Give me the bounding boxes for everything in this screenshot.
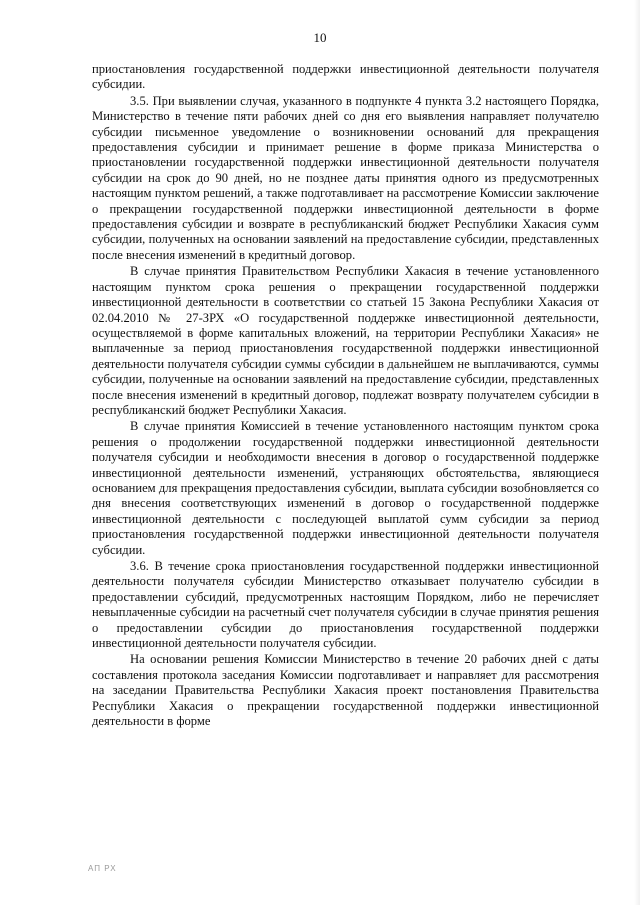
- scan-edge-shadow: [634, 0, 640, 905]
- paragraph-commission-basis: На основании решения Комиссии Министерство в течение 20 рабочих дней с даты составления протокола заседания Комиссии подготавливает и направляет для рассмотрения на заседании Правительства Республики Хакасия проект постановления Правительства Республики Хакасия о прекращении государственной поддержки инвестиционной деятельности в форме: [92, 652, 599, 729]
- paragraph-continuation: приостановления государственной поддержки инвестиционной деятельности получателя субсидии.: [92, 62, 599, 92]
- footer-stamp-mark: АП РХ: [88, 864, 117, 873]
- document-body: [92, 62, 599, 730]
- paragraph-3-5: 3.5. При выявлении случая, указанного в подпункте 4 пункта 3.2 настоящего Порядка, Министерство в течение пяти рабочих дней со дня его выявления направляет получателю субсидии письменное уведомление о возникновении оснований для прекращения предоставления субсидии и принимает решение в форме приказа Министерства о приостановлении государственной поддержки инвестиционной деятельности получателя субсидии на срок до 90 дней, но не позднее даты принятия одного из предусмотренных настоящим пунктом решений, а также подготавливает на рассмотрение Комиссии заключение о прекращении государственной поддержки инвестиционной деятельности в форме предоставления субсидии и возврате в республиканский бюджет Республики Хакасия сумм субсидии, полученных на основании заявлений на предоставление субсидии, представленных после внесения изменений в кредитный договор.: [92, 93, 599, 262]
- paragraph-commission-decision: В случае принятия Комиссией в течение установленного настоящим пунктом срока решения о продолжении государственной поддержки инвестиционной деятельности получателя субсидии и необходимости внесения в договор о государственной поддержке инвестиционной деятельности изменений, устраняющих обстоятельства, являющиеся основанием для прекращения предоставления субсидии, выплата субсидии возобновляется со дня внесения соответствующих изменений в договор о государственной поддержке инвестиционной деятельности с последующей выплатой сумм субсидии за период приостановления государственной поддержки инвестиционной деятельности получателя субсидии.: [92, 419, 599, 557]
- page-number: 10: [313, 30, 327, 45]
- paragraph-government-decision: В случае принятия Правительством Республики Хакасия в течение установленного настоящим пунктом срока решения о прекращении государственной поддержки инвестиционной деятельности в соответствии со статьей 15 Закона Республики Хакасия от 02.04.2010 № 27-ЗРХ «О государственной поддержке инвестиционной деятельности, осуществляемой в форме капитальных вложений, на территории Республики Хакасия» не выплаченные за период приостановления государственной поддержки инвестиционной деятельности получателя субсидии суммы субсидии в дальнейшем не выплачиваются, суммы субсидии, полученные на основании заявлений на предоставление субсидии, представленных после внесения изменений в кредитный договор, подлежат возврату получателем субсидии в республиканский бюджет Республики Хакасия.: [92, 264, 599, 417]
- paragraph-3-6: 3.6. В течение срока приостановления государственной поддержки инвестиционной деятельности получателя субсидии Министерство отказывает получателю субсидии в предоставлении субсидий, предусмотренных настоящим Порядком, либо не перечисляет невыплаченные субсидии на расчетный счет получателя субсидии в случае принятия решения о предоставлении субсидии до приостановления государственной поддержки инвестиционной деятельности получателя субсидии.: [92, 559, 599, 651]
